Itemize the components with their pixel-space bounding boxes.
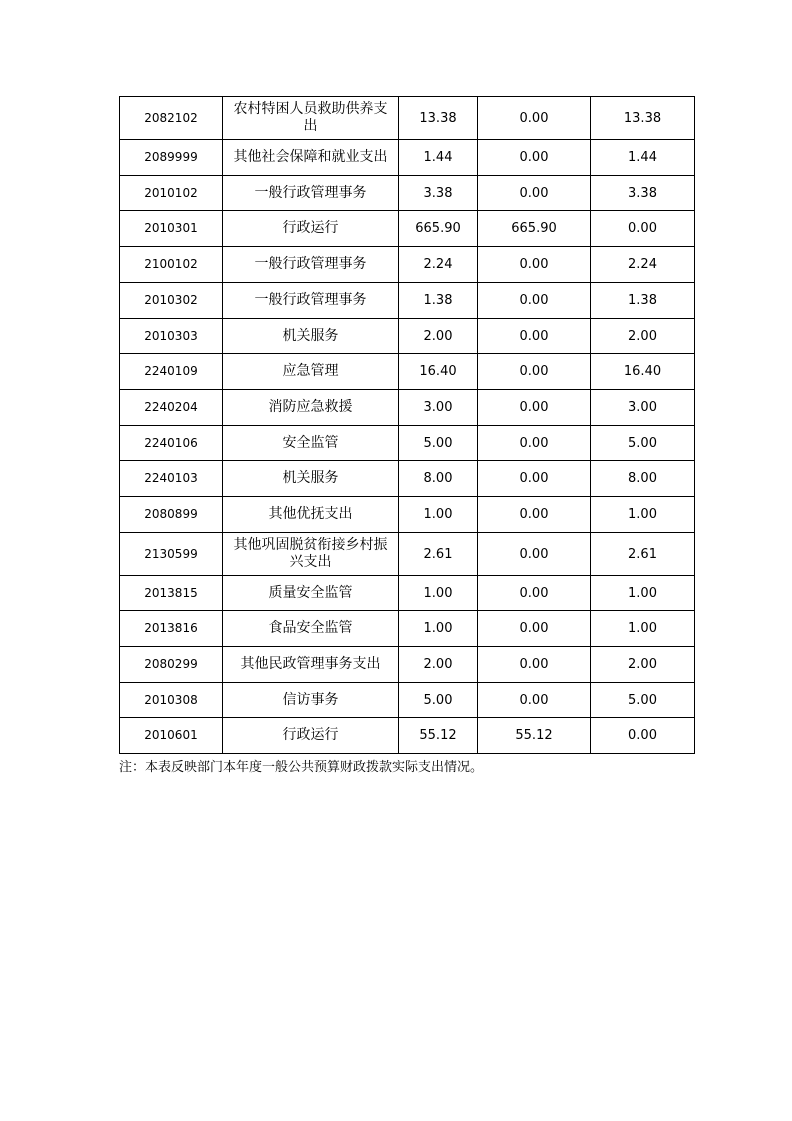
total-amount-cell: 16.40 (399, 354, 478, 390)
subject-code-cell: 2010302 (120, 283, 223, 319)
table-row (120, 176, 695, 211)
total-amount-cell: 2.00 (399, 319, 478, 354)
total-amount-cell: 1.44 (399, 140, 478, 176)
subject-name-cell: 行政运行 (223, 211, 399, 247)
project-expenditure-cell: 13.38 (591, 97, 695, 140)
project-expenditure-cell: 2.00 (591, 319, 695, 354)
total-amount-cell: 5.00 (399, 426, 478, 461)
subject-name-cell: 其他社会保障和就业支出 (223, 140, 399, 176)
subject-code-cell: 2240109 (120, 354, 223, 390)
total-amount-cell: 2.24 (399, 247, 478, 283)
table-row (120, 247, 695, 283)
total-amount-cell: 2.61 (399, 533, 478, 576)
subject-name-cell: 机关服务 (223, 319, 399, 354)
total-amount-cell: 55.12 (399, 718, 478, 754)
table-row (120, 211, 695, 247)
subject-name-cell: 其他巩固脱贫衔接乡村振兴支出 (223, 533, 399, 576)
basic-expenditure-cell: 0.00 (478, 176, 591, 211)
table-row (120, 140, 695, 176)
subject-code-cell: 2010301 (120, 211, 223, 247)
table-row (120, 390, 695, 426)
table-note: 注：本表反映部门本年度一般公共预算财政拨款实际支出情况。 (119, 760, 484, 775)
project-expenditure-cell: 1.38 (591, 283, 695, 319)
total-amount-cell: 5.00 (399, 683, 478, 718)
subject-name-cell: 消防应急救援 (223, 390, 399, 426)
subject-code-cell: 2013815 (120, 576, 223, 611)
subject-code-cell: 2080899 (120, 497, 223, 533)
basic-expenditure-cell: 0.00 (478, 319, 591, 354)
subject-code-cell: 2130599 (120, 533, 223, 576)
project-expenditure-cell: 1.00 (591, 611, 695, 647)
table-row (120, 718, 695, 754)
basic-expenditure-cell: 0.00 (478, 611, 591, 647)
total-amount-cell: 665.90 (399, 211, 478, 247)
table-row (120, 497, 695, 533)
table-body (120, 97, 695, 754)
subject-name-cell: 机关服务 (223, 461, 399, 497)
total-amount-cell: 3.38 (399, 176, 478, 211)
basic-expenditure-cell: 0.00 (478, 247, 591, 283)
subject-name-cell: 其他优抚支出 (223, 497, 399, 533)
total-amount-cell: 13.38 (399, 97, 478, 140)
basic-expenditure-cell: 0.00 (478, 283, 591, 319)
subject-name-cell: 安全监管 (223, 426, 399, 461)
table-row (120, 647, 695, 683)
basic-expenditure-cell: 0.00 (478, 683, 591, 718)
subject-code-cell: 2010102 (120, 176, 223, 211)
total-amount-cell: 3.00 (399, 390, 478, 426)
basic-expenditure-cell: 0.00 (478, 140, 591, 176)
project-expenditure-cell: 2.00 (591, 647, 695, 683)
table-row (120, 533, 695, 576)
total-amount-cell: 1.00 (399, 611, 478, 647)
subject-name-cell: 一般行政管理事务 (223, 176, 399, 211)
subject-name-cell: 应急管理 (223, 354, 399, 390)
subject-name-cell: 一般行政管理事务 (223, 283, 399, 319)
table-row (120, 283, 695, 319)
project-expenditure-cell: 1.00 (591, 576, 695, 611)
project-expenditure-cell: 16.40 (591, 354, 695, 390)
basic-expenditure-cell: 0.00 (478, 97, 591, 140)
basic-expenditure-cell: 0.00 (478, 497, 591, 533)
subject-code-cell: 2089999 (120, 140, 223, 176)
subject-code-cell: 2100102 (120, 247, 223, 283)
basic-expenditure-cell: 665.90 (478, 211, 591, 247)
table-row (120, 683, 695, 718)
total-amount-cell: 8.00 (399, 461, 478, 497)
basic-expenditure-cell: 0.00 (478, 647, 591, 683)
basic-expenditure-cell: 0.00 (478, 461, 591, 497)
total-amount-cell: 1.00 (399, 497, 478, 533)
subject-code-cell: 2013816 (120, 611, 223, 647)
total-amount-cell: 1.38 (399, 283, 478, 319)
table-row (120, 611, 695, 647)
subject-name-cell: 农村特困人员救助供养支出 (223, 97, 399, 140)
project-expenditure-cell: 3.00 (591, 390, 695, 426)
project-expenditure-cell: 5.00 (591, 426, 695, 461)
expenditure-table (119, 96, 695, 754)
subject-code-cell: 2010601 (120, 718, 223, 754)
basic-expenditure-cell: 0.00 (478, 576, 591, 611)
table-row (120, 354, 695, 390)
subject-code-cell: 2010308 (120, 683, 223, 718)
subject-name-cell: 信访事务 (223, 683, 399, 718)
project-expenditure-cell: 2.61 (591, 533, 695, 576)
project-expenditure-cell: 3.38 (591, 176, 695, 211)
table-row (120, 319, 695, 354)
project-expenditure-cell: 1.44 (591, 140, 695, 176)
subject-code-cell: 2080299 (120, 647, 223, 683)
subject-code-cell: 2240103 (120, 461, 223, 497)
project-expenditure-cell: 0.00 (591, 211, 695, 247)
project-expenditure-cell: 5.00 (591, 683, 695, 718)
project-expenditure-cell: 8.00 (591, 461, 695, 497)
table-row (120, 461, 695, 497)
basic-expenditure-cell: 0.00 (478, 426, 591, 461)
subject-code-cell: 2240106 (120, 426, 223, 461)
project-expenditure-cell: 1.00 (591, 497, 695, 533)
subject-name-cell: 一般行政管理事务 (223, 247, 399, 283)
basic-expenditure-cell: 0.00 (478, 533, 591, 576)
table-row (120, 97, 695, 140)
table-row (120, 576, 695, 611)
subject-name-cell: 食品安全监管 (223, 611, 399, 647)
subject-code-cell: 2010303 (120, 319, 223, 354)
basic-expenditure-cell: 55.12 (478, 718, 591, 754)
total-amount-cell: 1.00 (399, 576, 478, 611)
subject-name-cell: 行政运行 (223, 718, 399, 754)
basic-expenditure-cell: 0.00 (478, 354, 591, 390)
subject-code-cell: 2082102 (120, 97, 223, 140)
project-expenditure-cell: 2.24 (591, 247, 695, 283)
project-expenditure-cell: 0.00 (591, 718, 695, 754)
subject-name-cell: 其他民政管理事务支出 (223, 647, 399, 683)
table-row (120, 426, 695, 461)
basic-expenditure-cell: 0.00 (478, 390, 591, 426)
subject-name-cell: 质量安全监管 (223, 576, 399, 611)
subject-code-cell: 2240204 (120, 390, 223, 426)
total-amount-cell: 2.00 (399, 647, 478, 683)
